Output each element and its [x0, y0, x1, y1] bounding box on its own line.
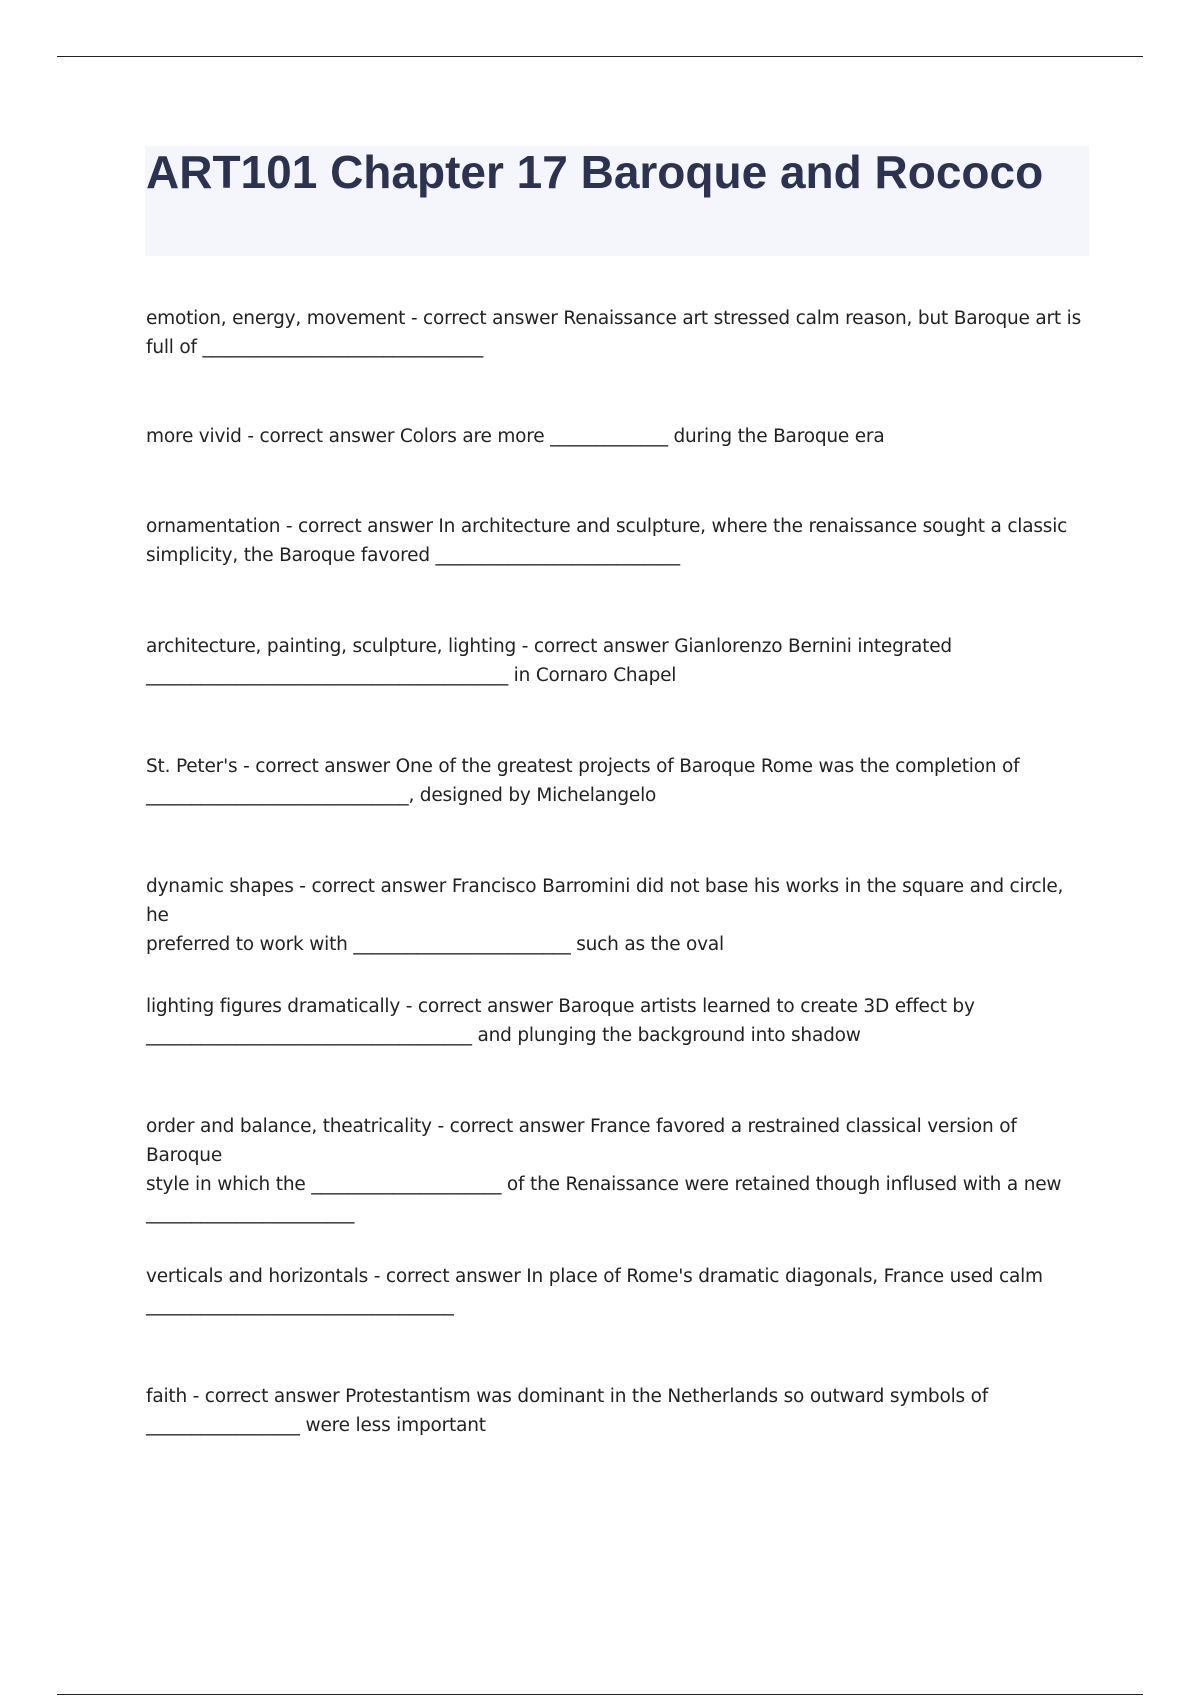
qa-line: ornamentation - correct answer In architecture and sculpture, where the renaissance sought a classic: [146, 516, 1068, 537]
qa-item-4: [146, 632, 1086, 690]
qa-line: __________________________________: [146, 1295, 454, 1316]
qa-line: St. Peter's - correct answer One of the greatest projects of Baroque Rome was the completion of: [146, 756, 1020, 777]
qa-item-8: [146, 1112, 1086, 1228]
top-rule: [57, 56, 1143, 57]
qa-line: ____________________________________ and plunging the background into shadow: [146, 1025, 861, 1046]
qa-line: _____________________________, designed by Michelangelo: [146, 785, 657, 806]
qa-item-1: [146, 304, 1086, 362]
qa-item-3: [146, 512, 1086, 570]
qa-item-2: [146, 422, 1086, 451]
qa-line: more vivid - correct answer Colors are more _____________ during the Baroque era: [146, 426, 885, 447]
qa-line: architecture, painting, sculpture, lighting - correct answer Gianlorenzo Bernini integrated: [146, 636, 952, 657]
qa-line: lighting figures dramatically - correct answer Baroque artists learned to create 3D effect by: [146, 996, 975, 1017]
qa-line: dynamic shapes - correct answer Francisco Barromini did not base his works in the square and circle, he: [146, 876, 1064, 926]
qa-item-6: [146, 872, 1086, 959]
qa-item-9: [146, 1262, 1086, 1320]
qa-line: _______________________: [146, 1203, 355, 1224]
qa-line: _________________ were less important: [146, 1415, 486, 1436]
qa-line: verticals and horizontals - correct answer In place of Rome's dramatic diagonals, France used calm: [146, 1266, 1043, 1287]
qa-line: order and balance, theatricality - correct answer France favored a restrained classical version of Baroque: [146, 1116, 1017, 1166]
qa-item-5: [146, 752, 1086, 810]
qa-line: faith - correct answer Protestantism was dominant in the Netherlands so outward symbols of: [146, 1386, 989, 1407]
qa-line: simplicity, the Baroque favored ___________________________: [146, 545, 680, 566]
page-title: ART101 Chapter 17 Baroque and Rococo: [146, 146, 1044, 198]
qa-line: style in which the _____________________ of the Renaissance were retained though inflused with a new: [146, 1174, 1062, 1195]
qa-line: emotion, energy, movement - correct answer Renaissance art stressed calm reason, but Baroque art is: [146, 308, 1082, 329]
qa-line: ________________________________________ in Cornaro Chapel: [146, 665, 677, 686]
qa-line: full of _______________________________: [146, 337, 484, 358]
qa-line: preferred to work with ________________________ such as the oval: [146, 934, 724, 955]
qa-item-10: [146, 1382, 1086, 1440]
qa-item-7: [146, 992, 1086, 1050]
bottom-rule: [57, 1694, 1143, 1695]
